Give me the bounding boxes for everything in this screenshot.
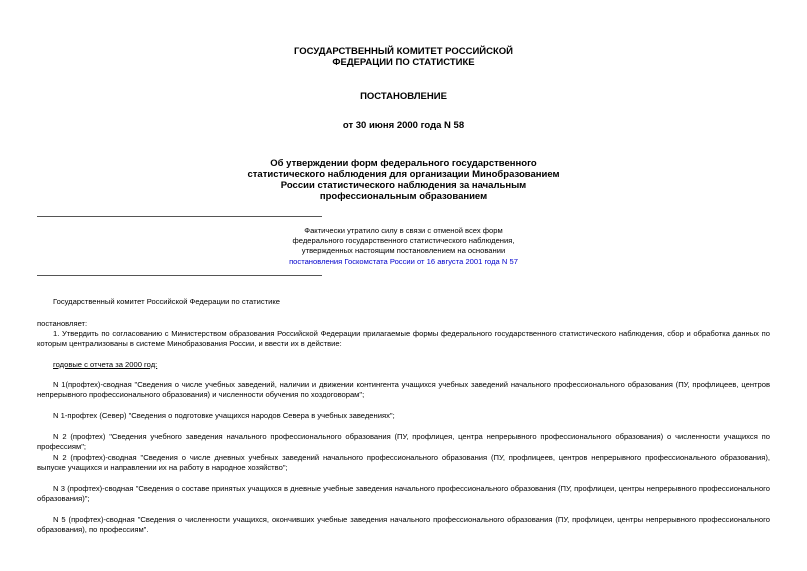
repeal-resolution-link[interactable]: постановления Госкомстата России от 16 августа 2001 года N 57 bbox=[289, 256, 518, 266]
title-line-2: статистического наблюдения для организации Минобразованием bbox=[247, 169, 560, 180]
issuer-text: Государственный комитет Российской Федерации по статистике bbox=[53, 297, 280, 306]
top-divider bbox=[37, 216, 322, 217]
note-line-1: Фактически утратило силу в связи с отменой всех форм bbox=[304, 226, 503, 235]
title-line-4: профессиональным образованием bbox=[319, 191, 488, 202]
title-line-3: России статистического наблюдения за начальным bbox=[280, 180, 527, 191]
form-2-paragraph bbox=[37, 411, 770, 421]
form-3-paragraph bbox=[37, 432, 770, 452]
note-line-2: федерального государственного статистического наблюдения, bbox=[292, 236, 515, 246]
annual-heading-text: годовые с отчета за 2000 год: bbox=[53, 360, 158, 369]
resolves-paragraph bbox=[37, 319, 770, 329]
form-1-paragraph bbox=[37, 380, 770, 400]
item-1-paragraph bbox=[37, 329, 770, 349]
title-line-1: Об утверждении форм федерального государственного bbox=[270, 158, 537, 169]
document-title bbox=[0, 158, 807, 202]
resolves-text: постановляет: bbox=[37, 319, 88, 328]
document-type: ПОСТАНОВЛЕНИЕ bbox=[360, 91, 447, 102]
issuing-organization bbox=[0, 46, 807, 68]
status-note bbox=[0, 226, 807, 267]
form-6-text: N 5 (профтех)-сводная "Сведения о численности учащихся, окончивших учебные заведения начального профессионального образования (ПУ, профлицеи, центры непрерывного профессионального образования), по профессиям". bbox=[37, 515, 770, 535]
form-3-text: N 2 (профтех) "Сведения учебного заведения начального профессионального образования (ПУ, профлицея, центра непрерывного профессионального образования) о численности учащихся по профессиям"; bbox=[37, 432, 770, 452]
form-6-paragraph bbox=[37, 515, 770, 535]
annual-heading-paragraph bbox=[37, 360, 770, 370]
form-4-paragraph bbox=[37, 453, 770, 473]
issuer-paragraph bbox=[37, 297, 770, 307]
bottom-divider bbox=[37, 275, 322, 276]
form-5-text: N 3 (профтех)-сводная "Сведения о составе принятых учащихся в дневные учебные заведения начального профессионального образования (ПУ, профлицеи, центры непрерывного профессионального образования)"; bbox=[37, 484, 770, 504]
form-5-paragraph bbox=[37, 484, 770, 504]
document-date-number: от 30 июня 2000 года N 58 bbox=[342, 120, 465, 131]
org-line-1: ГОСУДАРСТВЕННЫЙ КОМИТЕТ РОССИЙСКОЙ bbox=[293, 46, 514, 57]
org-line-2: ФЕДЕРАЦИИ ПО СТАТИСТИКЕ bbox=[332, 57, 475, 68]
form-1-text: N 1(профтех)-сводная "Сведения о числе учебных заведений, наличии и движении контингента учащихся учебных заведений начального профессионального образования (ПУ, профлицеев, центров непрерывного профессионального образования) и численности обучения по хоздоговорам"; bbox=[37, 380, 770, 400]
note-line-3: утвержденных настоящим постановлением на основании bbox=[301, 246, 506, 256]
form-4-text: N 2 (профтех)-сводная "Сведения о числе дневных учебных заведений начального профессионального образования (ПУ, профлицеев, центров непрерывного профессионального образования), выпуске учащихся и направлении их на работу в народное хозяйство"; bbox=[37, 453, 770, 473]
item-1-text: 1. Утвердить по согласованию с Министерством образования Российской Федерации прилагаемые формы федерального государственного статистического наблюдения, сбор и обработка данных по которым централизованы в системе Минобразования России, и ввести их в действие: bbox=[37, 329, 770, 349]
form-2-text: N 1-профтех (Север) "Сведения о подготовке учащихся народов Севера в учебных заведениях"; bbox=[53, 411, 395, 420]
